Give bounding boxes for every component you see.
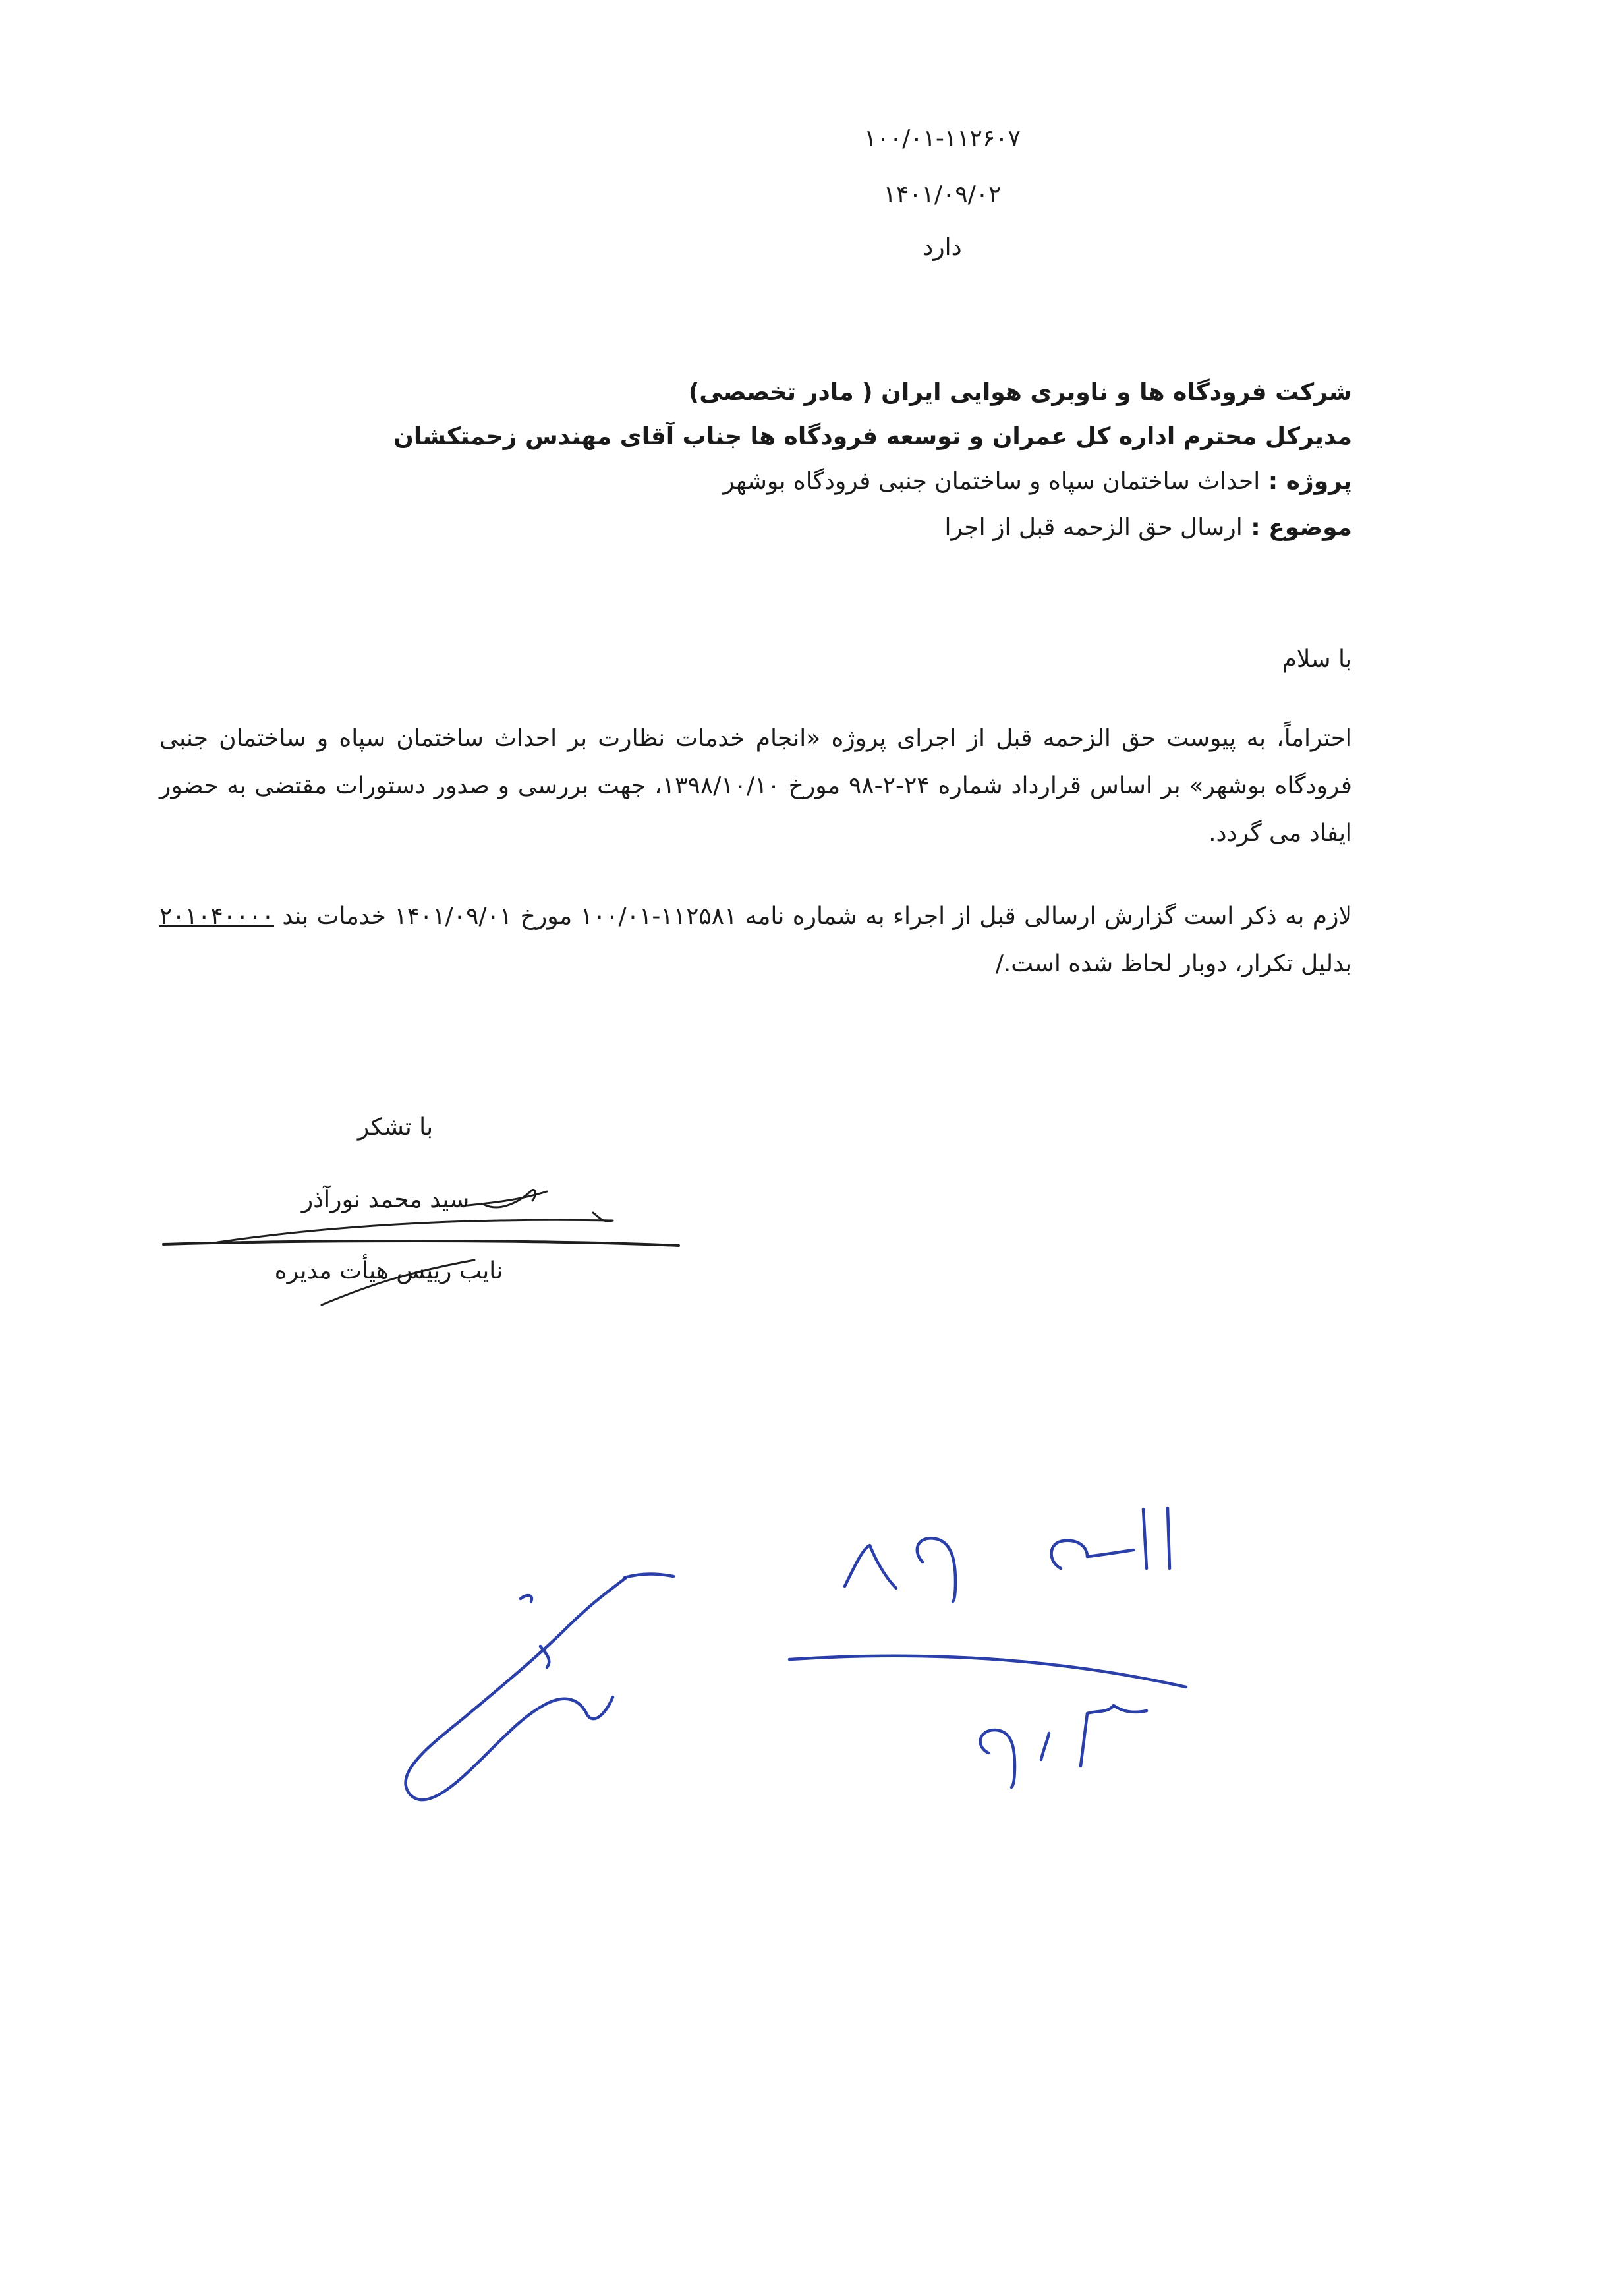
attachment-status: دارد xyxy=(923,234,962,261)
project-label: پروژه : xyxy=(1260,468,1352,495)
addressee-company: شرکت فرودگاه ها و ناوبری هوایی ایران ( مادر تخصصی) xyxy=(688,379,1352,406)
paragraph-2-suffix: بدلیل تکرار، دوبار لحاظ شده است./ xyxy=(995,950,1352,977)
service-code: ۲۰۱۰۴۰۰۰۰ xyxy=(159,903,275,930)
project-line xyxy=(723,468,1352,495)
body-paragraph-1: احتراماً، به پیوست حق الزحمه قبل از اجرای پروژه «انجام خدمات نظارت بر احداث ساختمان سپاه و ساختمان جنبی فرودگاه بوشهر» بر اساس قرارداد شماره ۲۴-۲-۹۸ مورخ ۱۳۹۸/۱۰/۱۰، جهت بررسی و صدور دستورات مقتضی به حضور ایفاد می گردد. xyxy=(159,725,1353,847)
subject-line xyxy=(945,514,1353,541)
handwritten-annotation xyxy=(405,1508,1186,1800)
letter-date: ۱۴۰۱/۰۹/۰۲ xyxy=(883,181,1002,208)
project-text: احداث ساختمان سپاه و ساختمان جنبی فرودگاه بوشهر xyxy=(723,468,1261,495)
greeting: با سلام xyxy=(1282,646,1352,673)
closing-text: با تشکر xyxy=(357,1114,434,1141)
subject-text: ارسال حق الزحمه قبل از اجرا xyxy=(944,514,1243,541)
signer-name: سید محمد نورآذر xyxy=(301,1186,470,1213)
addressee-recipient: مدیرکل محترم اداره کل عمران و توسعه فرودگاه ها جناب آقای مهندس زحمتکشان xyxy=(393,423,1352,450)
subject-label: موضوع : xyxy=(1242,514,1352,541)
paragraph-2-prefix: لازم به ذکر است گزارش ارسالی قبل از اجراء به شماره نامه ۱۱۲۵۸۱-۱۰۰/۰۱ مورخ ۱۴۰۱/۰۹/۰۱ خدمات بند xyxy=(274,903,1352,930)
signer-title: نایب رییس هیأت مدیره xyxy=(274,1257,503,1284)
letter-number: ۱۰۰/۰۱-۱۱۲۶۰۷ xyxy=(864,125,1021,152)
body-paragraph-2 xyxy=(159,893,1352,988)
